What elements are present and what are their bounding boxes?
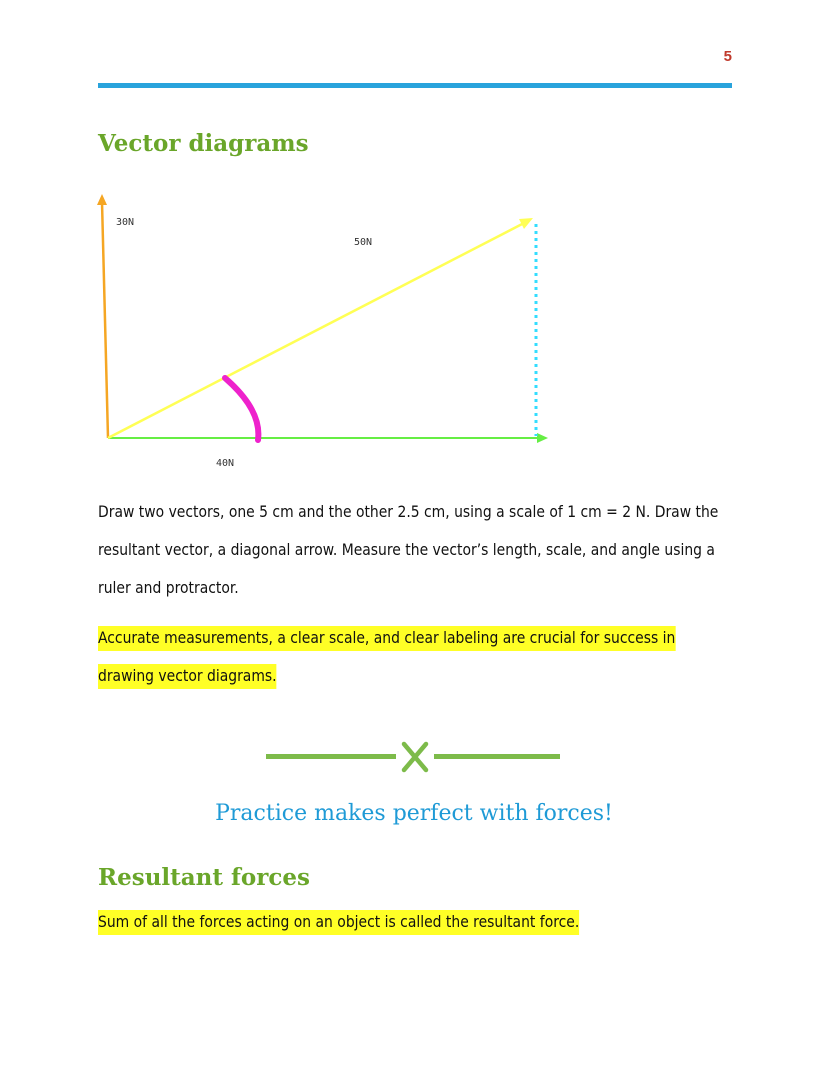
- diagonal-vector-line: [108, 222, 526, 438]
- horizontal-vector-arrowhead: [537, 433, 548, 443]
- resultant-definition: [98, 903, 724, 941]
- label-vertical-force: 30N: [116, 217, 135, 228]
- highlighted-text: Sum of all the forces acting on an object is called the resultant force.: [98, 910, 579, 935]
- decorative-divider: [266, 740, 560, 774]
- vertical-vector-arrowhead: [97, 194, 107, 205]
- section-heading-resultant-forces: Resultant forces: [98, 864, 310, 891]
- section-heading-vector-diagrams: Vector diagrams: [98, 130, 309, 157]
- divider-line-right: [434, 754, 560, 759]
- label-diagonal-force: 50N: [354, 237, 373, 248]
- page-number: 5: [723, 48, 732, 65]
- header-rule: [98, 83, 732, 88]
- vector-instructions-paragraph: Draw two vectors, one 5 cm and the other 2.5 cm, using a scale of 1 cm = 2 N. Draw the resultant vector, a diagonal arrow. Measure the vector’s length, scale, and angle using a ruler and protractor.: [98, 502, 719, 597]
- vector-diagram: [90, 188, 570, 478]
- label-horizontal-force: 40N: [216, 458, 235, 469]
- angle-arc: [225, 378, 258, 440]
- tagline: Practice makes perfect with forces!: [215, 801, 613, 826]
- cross-icon: [398, 740, 432, 774]
- divider-line-left: [266, 754, 396, 759]
- vector-highlight-note: [98, 619, 724, 695]
- vertical-vector-line: [102, 202, 108, 438]
- highlighted-text: Accurate measurements, a clear scale, and clear labeling are crucial for success in drawing vector diagrams.: [98, 626, 675, 689]
